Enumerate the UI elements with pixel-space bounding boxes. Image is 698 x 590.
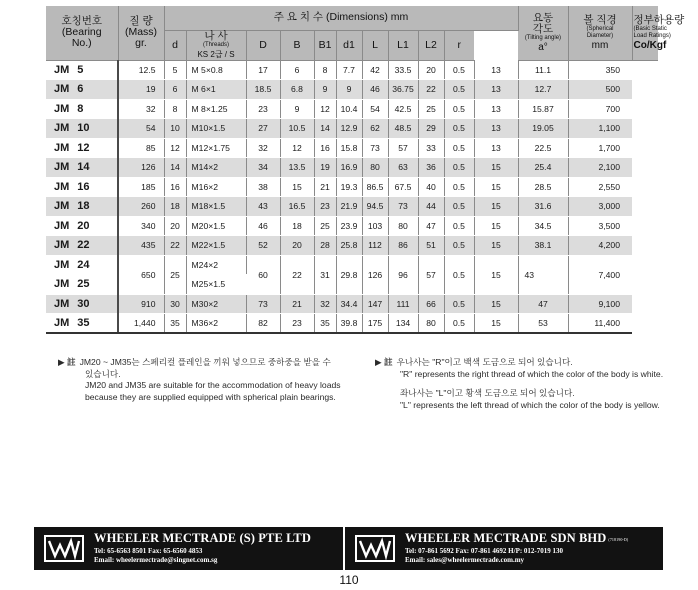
table-cell: 15 [474, 294, 518, 314]
bearing-number [46, 255, 118, 275]
table-cell: 910 [118, 294, 164, 314]
table-body [46, 60, 658, 333]
table-cell: 22 [280, 255, 314, 294]
table-cell: 700 [568, 99, 632, 119]
table-cell: 15 [280, 177, 314, 197]
table-cell: 29 [418, 119, 444, 139]
table-cell: 0.5 [444, 216, 474, 236]
bearing-number [46, 119, 118, 139]
table-row [46, 294, 658, 314]
table-cell: 8 [164, 99, 186, 119]
table-cell: 47 [418, 216, 444, 236]
table-row [46, 80, 658, 100]
bearing-series: JM [54, 63, 70, 76]
table-cell: 13 [474, 99, 518, 119]
table-cell: 57 [388, 138, 418, 158]
table-cell: 12 [280, 138, 314, 158]
header-col-B1: B1 [314, 30, 336, 60]
bearing-size: 18 [77, 200, 90, 213]
bearing-series: JM [54, 278, 70, 291]
bearing-series: JM [54, 102, 70, 115]
note-left-english: JM20 and JM35 are suitable for the accommodation of heavy loads because they are supplied equipped with spherical plain bearings. [85, 380, 341, 402]
table-cell: 40 [418, 177, 444, 197]
table-cell: 34 [246, 158, 280, 178]
table-cell: 43 [246, 197, 280, 217]
bearing-series: JM [54, 161, 70, 174]
table-cell: 4,200 [568, 236, 632, 256]
company-registration: (718190-D) [608, 536, 629, 542]
note-left [58, 357, 348, 403]
footer-malaysia [345, 527, 663, 570]
company-phone: Tel: 07-861 5692 Fax: 07-861 4692 H/P: 012-7019 130 [405, 547, 564, 555]
table-cell: 1,700 [568, 138, 632, 158]
table-cell: 85 [118, 138, 164, 158]
table-cell: 73 [362, 138, 388, 158]
table-cell: 86 [388, 236, 418, 256]
table-cell: 12.7 [518, 80, 568, 100]
table-cell: 12 [164, 138, 186, 158]
table-cell: 19.05 [518, 119, 568, 139]
bearing-size: 5 [77, 63, 84, 76]
table-cell: 36 [418, 158, 444, 178]
header-dimensions: 주 요 치 수 (Dimensions) mm [164, 6, 518, 30]
bearing-series: JM [54, 200, 70, 213]
table-cell: 25 [314, 216, 336, 236]
table-cell: M25×1.5 [186, 275, 246, 295]
table-cell: 435 [118, 236, 164, 256]
header-col-thread: 나 사 (Threads) KS 2급 / S [186, 30, 246, 60]
table-cell: 35 [164, 314, 186, 334]
table-cell: 0.5 [444, 294, 474, 314]
table-cell: 13 [474, 119, 518, 139]
table-cell: 23 [246, 99, 280, 119]
footer-singapore [34, 527, 343, 570]
table-cell: 86.5 [362, 177, 388, 197]
bearing-size: 22 [77, 239, 90, 252]
table-cell: 94.5 [362, 197, 388, 217]
table-cell: 126 [362, 255, 388, 294]
table-cell: 28.5 [518, 177, 568, 197]
table-cell: 13 [474, 60, 518, 80]
table-cell: 3,000 [568, 197, 632, 217]
table-cell: 175 [362, 314, 388, 334]
table-cell: 0.5 [444, 314, 474, 334]
table-cell: 29.8 [336, 255, 362, 294]
table-cell: 52 [246, 236, 280, 256]
header-col-B: B [280, 30, 314, 60]
table-cell: 66 [418, 294, 444, 314]
table-cell: M22×1.5 [186, 236, 246, 256]
bearing-size: 24 [77, 258, 90, 271]
table-cell: 2,100 [568, 158, 632, 178]
table-cell: 14 [164, 158, 186, 178]
table-cell: 43 [518, 255, 568, 294]
table-cell: 80 [418, 314, 444, 334]
note-right-korean-2: 좌나사는 "L"이고 황색 도금으로 되어 있습니다. [400, 388, 575, 398]
bearing-number [46, 216, 118, 236]
table-cell: M 6×1 [186, 80, 246, 100]
table-row [46, 177, 658, 197]
table-cell: 19.3 [336, 177, 362, 197]
table-cell: 33 [418, 138, 444, 158]
note-left-korean: JM20 ~ JM35는 스페리컬 플레인을 끼워 넣으므로 중하중을 받을 수 [79, 357, 331, 367]
header-bearing-no: 호칭번호 (Bearing No.) [46, 6, 118, 60]
table-cell: 10 [164, 119, 186, 139]
table-cell: 6 [164, 80, 186, 100]
bearing-size: 25 [77, 278, 90, 291]
bearing-size: 8 [77, 102, 84, 115]
table-cell: 80 [362, 158, 388, 178]
table-cell: 16 [164, 177, 186, 197]
table-cell: 5 [164, 60, 186, 80]
table-cell: 31 [314, 255, 336, 294]
table-cell: 54 [118, 119, 164, 139]
table-cell: 12.9 [336, 119, 362, 139]
table-cell: 96 [388, 255, 418, 294]
table-cell: 25 [418, 99, 444, 119]
table-cell: 6 [280, 60, 314, 80]
table-cell: 18.5 [246, 80, 280, 100]
table-cell: 13 [474, 80, 518, 100]
page-number: 110 [339, 573, 359, 587]
table-cell: 112 [362, 236, 388, 256]
table-cell: 28 [314, 236, 336, 256]
table-cell: 0.5 [444, 99, 474, 119]
table-cell: 25.8 [336, 236, 362, 256]
bearing-number [46, 138, 118, 158]
table-cell: 500 [568, 80, 632, 100]
table-cell: 0.5 [444, 138, 474, 158]
table-cell: 46 [246, 216, 280, 236]
table-cell: 19 [314, 158, 336, 178]
table-cell: 15 [474, 314, 518, 334]
table-cell: 38 [246, 177, 280, 197]
table-cell: 8 [314, 60, 336, 80]
table-cell: M36×2 [186, 314, 246, 334]
table-cell: 38.1 [518, 236, 568, 256]
table-cell: 42 [362, 60, 388, 80]
company-logo-icon [44, 535, 84, 562]
table-cell: M20×1.5 [186, 216, 246, 236]
table-cell: 0.5 [444, 80, 474, 100]
table-row [46, 99, 658, 119]
bearing-series: JM [54, 122, 70, 135]
bearing-number [46, 177, 118, 197]
table-row [46, 314, 658, 334]
table-cell: 16.5 [280, 197, 314, 217]
bearing-number [46, 314, 118, 334]
bearing-size: 16 [77, 180, 90, 193]
header-tilting-angle: 요동 각도 (Tilting angle) a° [518, 6, 568, 60]
table-cell: 32 [314, 294, 336, 314]
table-cell: 67.5 [388, 177, 418, 197]
table-cell: 16.9 [336, 158, 362, 178]
table-cell: 46 [362, 80, 388, 100]
table-cell: 9,100 [568, 294, 632, 314]
table-row [46, 216, 658, 236]
table-row [46, 255, 658, 275]
table-cell: 57 [418, 255, 444, 294]
table-cell: 73 [388, 197, 418, 217]
bearing-number [46, 197, 118, 217]
table-cell: 9 [280, 99, 314, 119]
table-cell: 11.1 [518, 60, 568, 80]
table-cell: 18 [280, 216, 314, 236]
table-cell: 33.5 [388, 60, 418, 80]
bearing-series: JM [54, 141, 70, 154]
table-cell: 0.5 [444, 119, 474, 139]
table-cell: 6.8 [280, 80, 314, 100]
bearing-number [46, 60, 118, 80]
table-row [46, 138, 658, 158]
table-row [46, 119, 658, 139]
table-cell: 7.7 [336, 60, 362, 80]
table-cell: 126 [118, 158, 164, 178]
table-cell: 22 [164, 236, 186, 256]
header-col-L1: L1 [388, 30, 418, 60]
table-cell: 47 [518, 294, 568, 314]
table-row [46, 236, 658, 256]
table-cell: M 8×1.25 [186, 99, 246, 119]
header-spherical-diameter: 볼 직경 (Spherical Diameter) mm [568, 6, 632, 60]
table-cell: 134 [388, 314, 418, 334]
note-marker: ▶ 註 [58, 357, 76, 367]
table-cell: M24×2 [186, 255, 246, 275]
bearing-number [46, 158, 118, 178]
bearing-size: 12 [77, 141, 90, 154]
table-cell: 9 [336, 80, 362, 100]
bearing-series: JM [54, 180, 70, 193]
bearing-number [46, 99, 118, 119]
table-cell: 32 [118, 99, 164, 119]
bearing-series: JM [54, 297, 70, 310]
note-right-english-1: "R" represents the right thread of which the color of the body is white. [400, 368, 664, 379]
bearing-size: 35 [77, 317, 90, 329]
table-cell: 17 [246, 60, 280, 80]
header-col-d1: d1 [336, 30, 362, 60]
table-row [46, 197, 658, 217]
table-cell: 15 [474, 236, 518, 256]
table-cell: 3,500 [568, 216, 632, 236]
table-cell: M16×2 [186, 177, 246, 197]
table-cell: 16 [314, 138, 336, 158]
table-cell: 63 [388, 158, 418, 178]
table-cell: 0.5 [444, 255, 474, 294]
table-cell: 20 [164, 216, 186, 236]
company-logo-icon [355, 535, 395, 562]
table-cell: M30×2 [186, 294, 246, 314]
table-cell: 19 [118, 80, 164, 100]
table-cell: 31.6 [518, 197, 568, 217]
bearing-number [46, 80, 118, 100]
table-cell: 12 [314, 99, 336, 119]
table-cell: 22 [418, 80, 444, 100]
note-right-korean-1: 우나사는 "R"이고 백색 도금으로 되어 있습니다. [396, 357, 573, 367]
table-cell: 15.8 [336, 138, 362, 158]
table-cell: 15.87 [518, 99, 568, 119]
bearing-size: 14 [77, 161, 90, 174]
table-cell: 30 [164, 294, 186, 314]
bearing-size: 10 [77, 122, 90, 135]
bearing-series: JM [54, 317, 70, 329]
header-load-rating: 정부하용량 (Basic Static Load Ratings) Co/Kgf [632, 6, 658, 60]
table-cell: M18×1.5 [186, 197, 246, 217]
table-cell: 13.5 [280, 158, 314, 178]
table-cell: 1,440 [118, 314, 164, 334]
table-cell: 25 [164, 255, 186, 294]
table-cell: 23.9 [336, 216, 362, 236]
bearing-number [46, 236, 118, 256]
header-col-D: D [246, 30, 280, 60]
table-cell: 12.5 [118, 60, 164, 80]
table-cell: 20 [280, 236, 314, 256]
table-cell: 27 [246, 119, 280, 139]
table-cell: 73 [246, 294, 280, 314]
table-cell: 44 [418, 197, 444, 217]
table-cell: 0.5 [444, 60, 474, 80]
table-cell: 42.5 [388, 99, 418, 119]
table-cell: 21 [280, 294, 314, 314]
bearing-series: JM [54, 258, 70, 271]
table-cell: 103 [362, 216, 388, 236]
table-cell: 25.4 [518, 158, 568, 178]
table-cell: 2,550 [568, 177, 632, 197]
table-cell: 0.5 [444, 236, 474, 256]
table-cell: 15 [474, 197, 518, 217]
note-right-english-2: "L" represents the left thread of which the color of the body is yellow. [400, 399, 660, 410]
bearing-series: JM [54, 219, 70, 232]
table-cell: 32 [246, 138, 280, 158]
company-email: Email: sales@wheelermectrade.com.my [405, 556, 525, 564]
table-cell: 23 [280, 314, 314, 334]
table-cell: 15 [474, 255, 518, 294]
table-cell: 650 [118, 255, 164, 294]
table-cell: 21 [314, 177, 336, 197]
table-cell: 35 [314, 314, 336, 334]
bearing-series: JM [54, 83, 70, 96]
table-cell: 34.4 [336, 294, 362, 314]
table-cell: 11,400 [568, 314, 632, 334]
table-cell: 9 [314, 80, 336, 100]
table-cell: 185 [118, 177, 164, 197]
note-left-korean-cont: 있습니다. [85, 368, 121, 379]
company-name: WHEELER MECTRADE (S) PTE LTD [94, 531, 311, 545]
header-mass: 질 량 (Mass) gr. [118, 6, 164, 60]
table-cell: M14×2 [186, 158, 246, 178]
table-cell: M10×1.5 [186, 119, 246, 139]
table-cell: 340 [118, 216, 164, 236]
table-cell: 23 [314, 197, 336, 217]
table-cell: 0.5 [444, 158, 474, 178]
bearing-number [46, 275, 118, 295]
table-row [46, 158, 658, 178]
table-cell: M12×1.75 [186, 138, 246, 158]
table-cell: 15 [474, 158, 518, 178]
company-phone: Tel: 65-6563 8501 Fax: 65-6560 4853 [94, 547, 203, 555]
table-cell: 62 [362, 119, 388, 139]
bearing-series: JM [54, 239, 70, 252]
table-row [46, 60, 658, 80]
table-cell: 80 [388, 216, 418, 236]
bearing-size: 6 [77, 83, 84, 96]
note-right [375, 357, 665, 411]
table-cell: 0.5 [444, 177, 474, 197]
table-cell: 51 [418, 236, 444, 256]
table-cell: 1,100 [568, 119, 632, 139]
table-cell: 22.5 [518, 138, 568, 158]
table-cell: 18 [164, 197, 186, 217]
table-cell: 147 [362, 294, 388, 314]
table-cell: 14 [314, 119, 336, 139]
table-cell: 260 [118, 197, 164, 217]
company-name: WHEELER MECTRADE SDN BHD (718190-D) [405, 531, 629, 545]
bearing-number [46, 294, 118, 314]
table-cell: 10.4 [336, 99, 362, 119]
header-col-L: L [362, 30, 388, 60]
table-cell: 15 [474, 216, 518, 236]
table-cell: 7,400 [568, 255, 632, 294]
note-marker: ▶ 註 [375, 357, 393, 367]
table-cell: 60 [246, 255, 280, 294]
table-cell: 34.5 [518, 216, 568, 236]
table-cell: M 5×0.8 [186, 60, 246, 80]
table-cell: 48.5 [388, 119, 418, 139]
table-cell: 21.9 [336, 197, 362, 217]
bearing-size: 30 [77, 297, 90, 310]
table-cell: 0.5 [444, 197, 474, 217]
header-col-d: d [164, 30, 186, 60]
bearing-size: 20 [77, 219, 90, 232]
table-cell: 39.8 [336, 314, 362, 334]
table-cell: 111 [388, 294, 418, 314]
table-cell: 13 [474, 138, 518, 158]
table-cell: 15 [474, 177, 518, 197]
dimension-table [46, 6, 685, 334]
company-email: Email: wheelermectrade@singnet.com.sg [94, 556, 218, 564]
table-cell: 350 [568, 60, 632, 80]
table-cell: 82 [246, 314, 280, 334]
header-col-L2: L2 [418, 30, 444, 60]
header-col-r: r [444, 30, 474, 60]
table-cell: 54 [362, 99, 388, 119]
table-cell: 53 [518, 314, 568, 334]
table-cell: 20 [418, 60, 444, 80]
table-cell: 36.75 [388, 80, 418, 100]
table-cell: 10.5 [280, 119, 314, 139]
